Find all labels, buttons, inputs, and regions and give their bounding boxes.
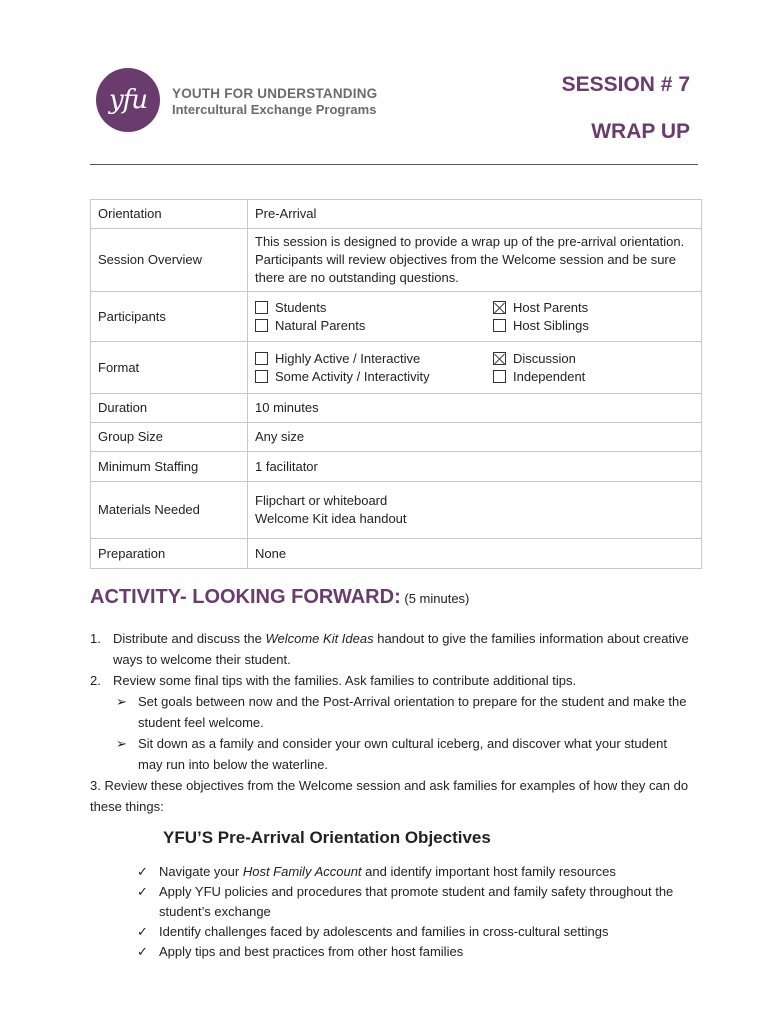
staffing-label: Minimum Staffing [91, 452, 248, 482]
session-title: WRAP UP [591, 120, 690, 143]
group-size-label: Group Size [91, 423, 248, 452]
session-number: SESSION # 7 [561, 73, 690, 96]
checkmark-icon: ✓ [137, 944, 148, 959]
table-row [91, 229, 702, 292]
participants-options [255, 299, 694, 335]
option-label: Some Activity / Interactivity [275, 368, 430, 384]
list-item: 2. Review some final tips with the families. Ask families to contribute additional tips. [90, 673, 577, 688]
option-label: Host Parents [513, 299, 589, 315]
list-item: ✓ Apply YFU policies and procedures that promote student and family safety throughout the student’s exchange [137, 882, 697, 922]
activity-time: (5 minutes) [404, 591, 470, 606]
table-row [91, 452, 702, 482]
org-name-block [172, 86, 377, 118]
preparation-label: Preparation [91, 539, 248, 569]
participant-option [255, 299, 493, 317]
checkbox-students[interactable] [255, 301, 268, 314]
overview-label: Session Overview [91, 229, 248, 292]
format-option [255, 350, 493, 368]
participants-label: Participants [91, 292, 248, 342]
participant-option [493, 317, 694, 335]
option-label: Natural Parents [275, 317, 366, 333]
list-item: ✓ Apply tips and best practices from other host families [137, 942, 697, 962]
checkbox-highly-active[interactable] [255, 352, 268, 365]
yfu-logo: yfu [96, 68, 160, 132]
checkbox-host-parents[interactable] [493, 301, 506, 314]
preparation-value: None [248, 539, 702, 569]
table-row [91, 342, 702, 394]
orientation-value: Pre-Arrival [248, 200, 702, 229]
list-item: ➢ Set goals between now and the Post-Arrival orientation to prepare for the student and make the student feel welcome. [116, 691, 690, 733]
materials-item: Flipchart or whiteboard [255, 493, 388, 508]
format-option [255, 368, 493, 386]
option-label: Students [275, 299, 327, 315]
session-info-table [90, 199, 702, 569]
materials-item: Welcome Kit idea handout [255, 511, 407, 526]
arrow-bullet-icon: ➢ [116, 694, 127, 709]
table-row [91, 394, 702, 423]
org-subtitle: Intercultural Exchange Programs [172, 102, 377, 117]
objectives-list [137, 862, 697, 962]
checkmark-icon: ✓ [137, 884, 148, 899]
list-item: ✓ Identify challenges faced by adolescents and families in cross-cultural settings [137, 922, 697, 942]
overview-value: This session is designed to provide a wrap up of the pre-arrival orientation. Participants will review objectives from the Welcome session and be sure there are no outstanding questions. [248, 229, 702, 292]
format-options [255, 350, 694, 386]
group-size-value: Any size [248, 423, 702, 452]
activity-steps [90, 628, 690, 817]
checkbox-discussion[interactable] [493, 352, 506, 365]
option-label: Independent [513, 368, 586, 384]
list-item: ✓ Navigate your Host Family Account and identify important host family resources [137, 862, 697, 882]
format-option [493, 350, 694, 368]
list-item: ➢ Sit down as a family and consider your own cultural iceberg, and discover what your student may run into below the waterline. [116, 733, 690, 775]
org-name: YOUTH FOR UNDERSTANDING [172, 86, 378, 101]
list-item: 3. Review these objectives from the Welcome session and ask families for examples of how they can do these things: [90, 778, 689, 814]
option-label: Highly Active / Interactive [275, 350, 421, 366]
checkbox-host-siblings[interactable] [493, 319, 506, 332]
checkmark-icon: ✓ [137, 864, 148, 879]
materials-label: Materials Needed [91, 482, 248, 539]
checkbox-natural-parents[interactable] [255, 319, 268, 332]
format-label: Format [91, 342, 248, 394]
table-row [91, 423, 702, 452]
activity-heading [90, 586, 469, 609]
activity-title: ACTIVITY- LOOKING FORWARD: [90, 586, 401, 608]
table-row [91, 292, 702, 342]
list-item: 1. Distribute and discuss the Welcome Kit Ideas handout to give the families information about creative ways to welcome their student. [90, 631, 689, 667]
checkmark-icon: ✓ [137, 924, 148, 939]
staffing-value: 1 facilitator [248, 452, 702, 482]
orientation-label: Orientation [91, 200, 248, 229]
participant-option [255, 317, 493, 335]
table-row [91, 200, 702, 229]
duration-value: 10 minutes [248, 394, 702, 423]
table-row [91, 539, 702, 569]
objectives-title: YFU’S Pre-Arrival Orientation Objectives [163, 828, 491, 847]
checkbox-some-activity[interactable] [255, 370, 268, 383]
header-divider [90, 164, 698, 165]
option-label: Host Siblings [513, 317, 589, 333]
checkbox-independent[interactable] [493, 370, 506, 383]
table-row [91, 482, 702, 539]
format-option [493, 368, 694, 386]
arrow-bullet-icon: ➢ [116, 736, 127, 751]
option-label: Discussion [513, 350, 576, 366]
duration-label: Duration [91, 394, 248, 423]
participant-option [493, 299, 694, 317]
